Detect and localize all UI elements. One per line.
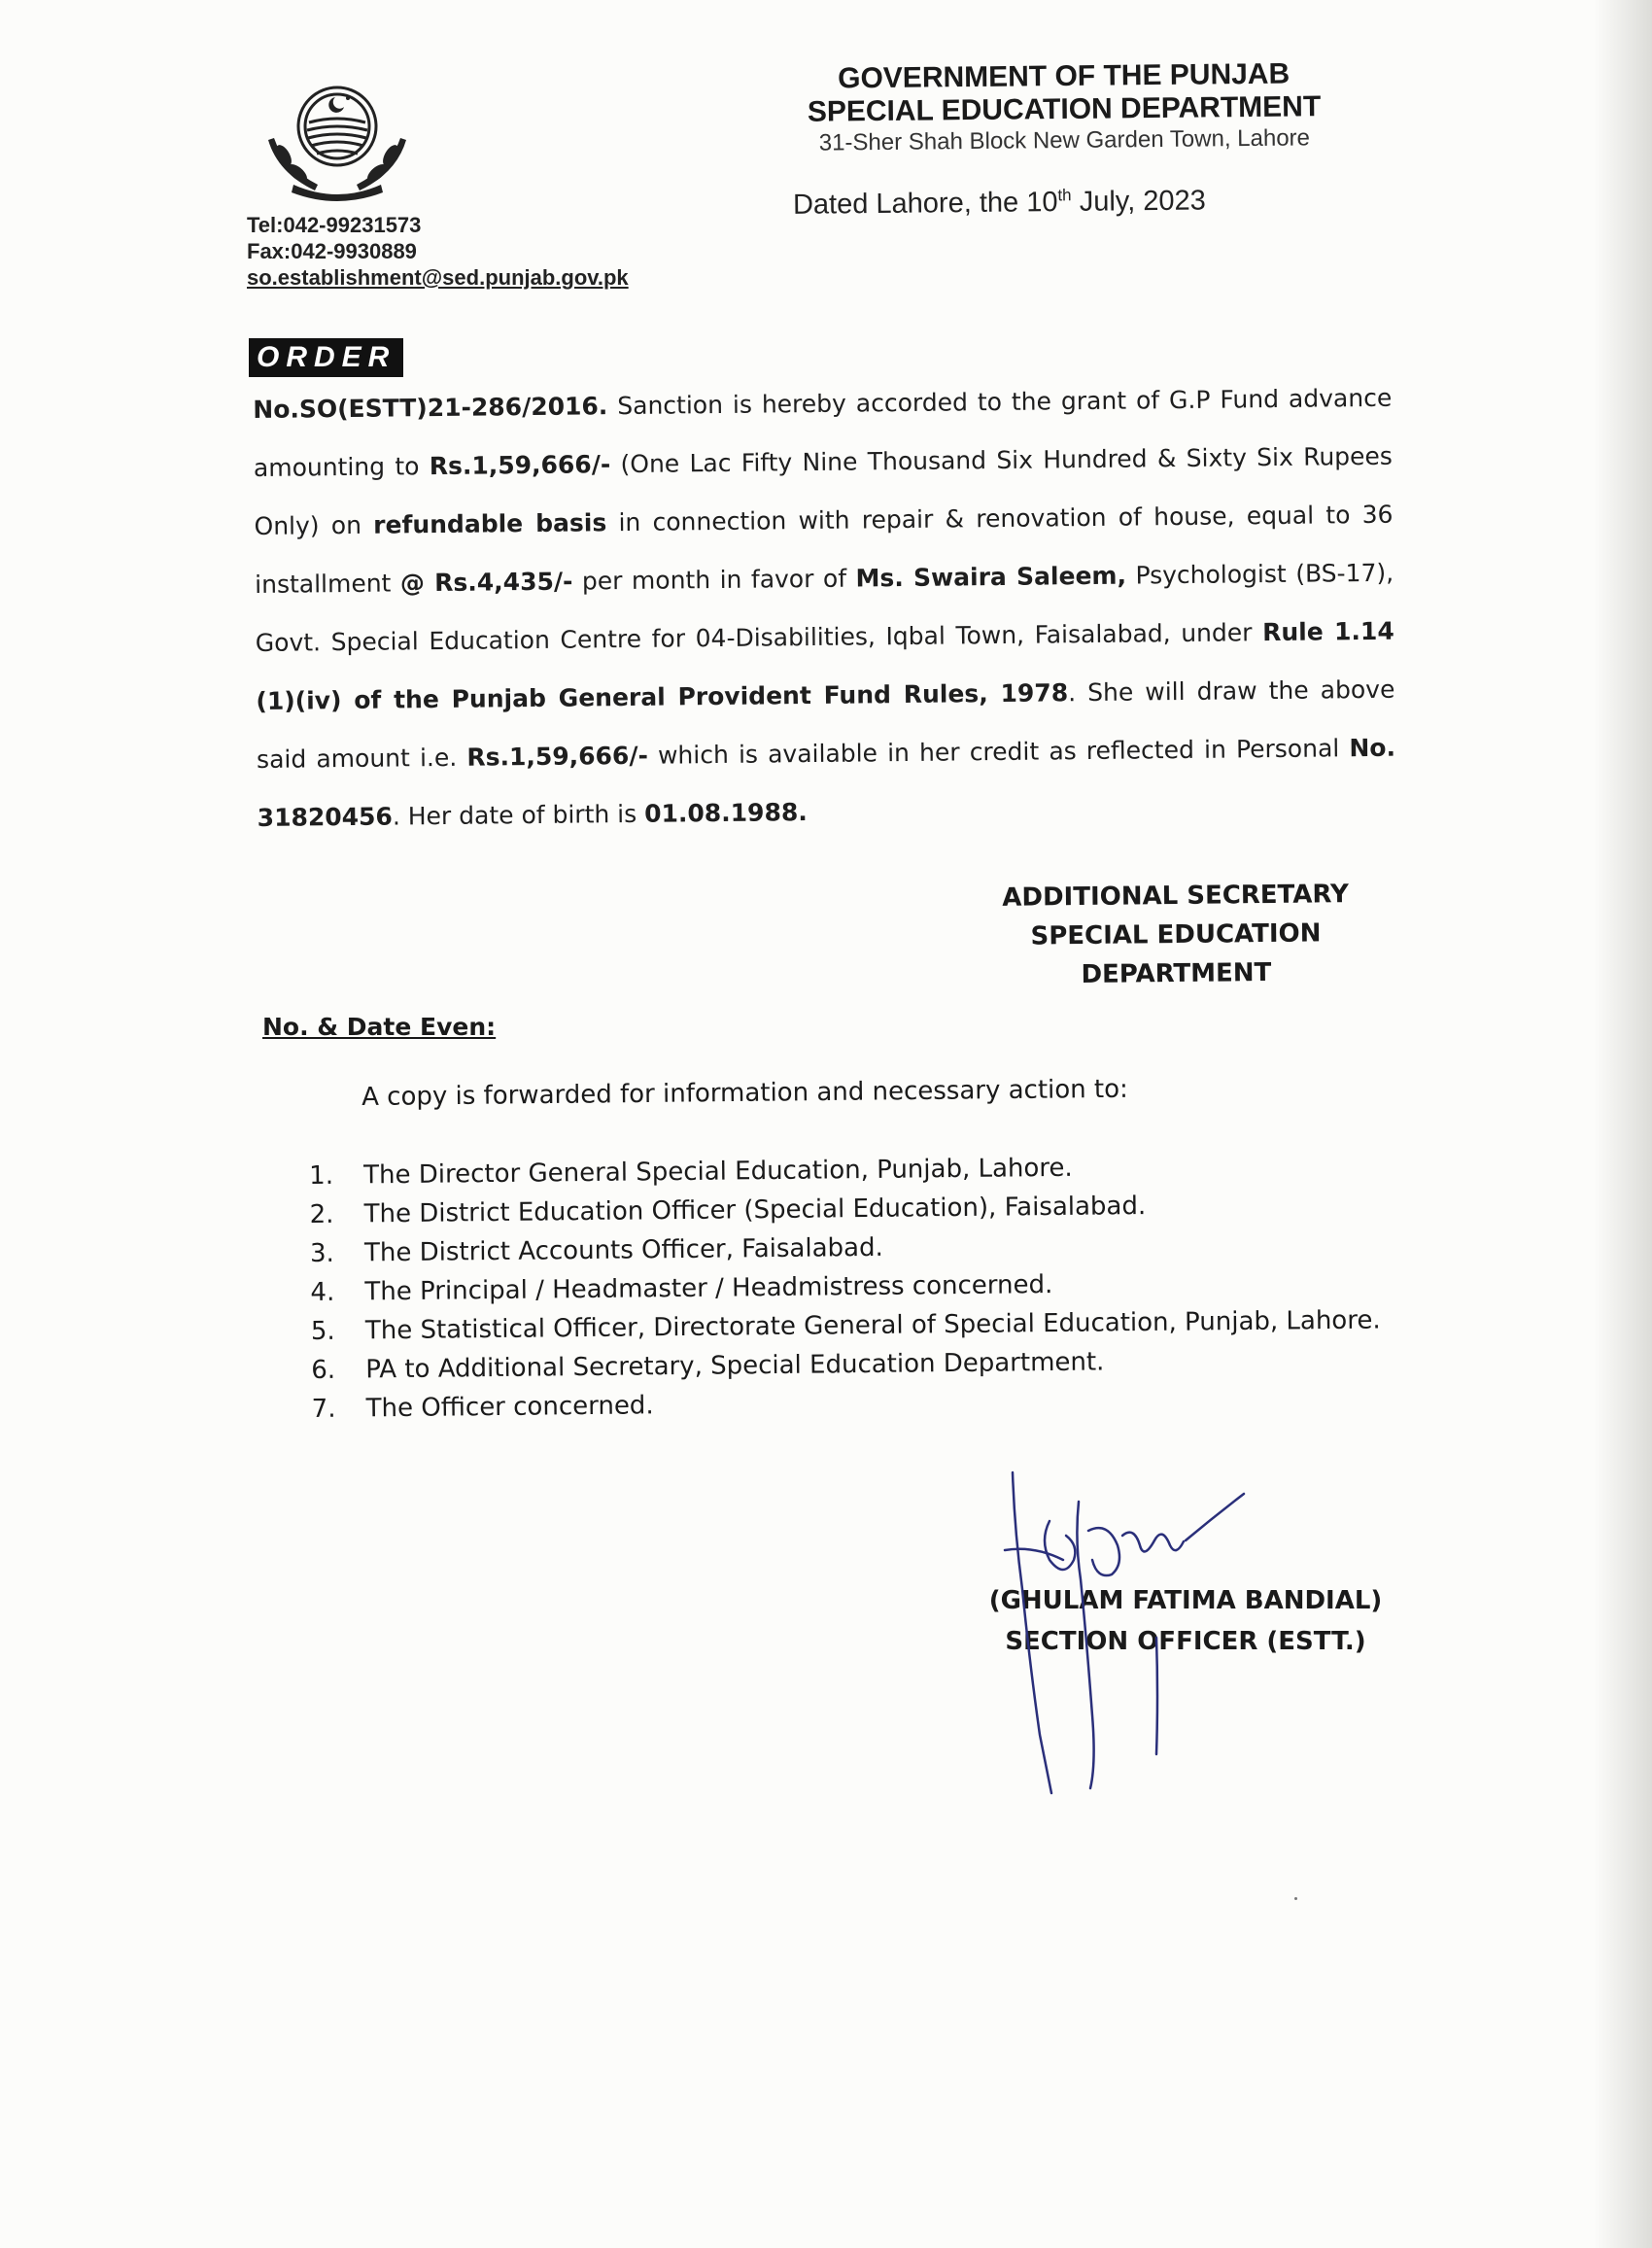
list-number: 1. [309,1160,334,1191]
copy-forwarded-intro: A copy is forwarded for information and necessary action to: [361,1074,1128,1112]
applicable-rule: Rule 1.14 (1)(iv) of the Punjab General Provident Fund Rules, 1978 [256,616,1394,715]
letterhead [748,57,1381,159]
no-date-even-heading: No. & Date Even: [262,1013,497,1041]
list-text: PA to Additional Secretary, Special Education Department. [365,1347,1105,1385]
list-text: The District Accounts Officer, Faisalabad. [363,1232,883,1268]
credit-amount: Rs.1,59,666/- [466,741,649,772]
order-text: in connection with repair & renovation of house, equal to 36 installment [255,500,1394,599]
government-title: GOVERNMENT OF THE PUNJAB [837,57,1291,95]
department-title: SPECIAL EDUCATION DEPARTMENT [807,90,1322,128]
fax-number: Fax:042-9930889 [247,239,417,263]
signoff-line: SPECIAL EDUCATION [1030,918,1322,951]
additional-secretary-signoff [981,875,1370,995]
dated-line [793,185,1206,222]
list-number: 6. [311,1355,336,1385]
signoff-line: ADDITIONAL SECRETARY [1002,880,1350,913]
list-text: The District Education Officer (Special Education), Faisalabad. [363,1191,1147,1229]
officer-name: (GHULAM FATIMA BANDIAL) [988,1586,1383,1615]
list-text: The Principal / Headmaster / Headmistress concerned. [364,1269,1053,1307]
employee-name: Ms. Swaira Saleem, [855,561,1127,593]
order-text: . She will draw the above said amount i.e. [256,674,1395,774]
personal-number: No. 31820456 [257,733,1396,832]
list-number: 2. [309,1199,334,1229]
order-text: (One Lac Fifty Nine Thousand Six Hundred & Sixty Six Rupees Only) on [254,441,1394,540]
email-link[interactable]: so.establishment@sed.punjab.gov.pk [247,265,629,290]
handwritten-signature [991,1463,1263,1813]
dated-superscript: th [1057,186,1072,205]
installment-amount: @ Rs.4,435/- [399,567,573,598]
order-text: which is available in her credit as reflected in Personal [647,734,1350,770]
order-text: Psychologist (BS-17), Govt. Special Education Centre for 04-Disabilities, Iqbal Town, Faisalabad, under [255,558,1394,657]
list-text: The Director General Special Education, Punjab, Lahore. [363,1153,1073,1191]
advance-amount: Rs.1,59,666/- [429,450,611,481]
department-address: 31-Sher Shah Block New Garden Town, Lahore [818,124,1311,156]
officer-title: SECTION OFFICER (ESTT.) [1005,1627,1366,1656]
signoff-line: DEPARTMENT [1081,957,1272,990]
punjab-emblem-logo [255,80,420,206]
date-of-birth: 01.08.1988. [643,798,808,828]
contact-block [247,212,629,291]
order-text: Sanction is hereby accorded to the grant of G.P Fund advance amounting to [253,383,1393,482]
distribution-list [309,1145,1410,1429]
dated-prefix: Dated Lahore, the 10 [792,187,1058,221]
order-badge: ORDER [249,338,403,377]
list-number: 7. [311,1394,336,1424]
order-text: per month in favor of [572,564,856,596]
list-number: 5. [310,1316,335,1346]
list-text: The Statistical Officer, Directorate General of Special Education, Punjab, Lahore. [364,1305,1381,1346]
scan-speck [1294,1897,1297,1900]
list-number: 4. [310,1277,335,1307]
telephone-number: Tel:042-99231573 [247,213,422,237]
page-edge-shadow [1594,0,1652,2248]
list-number: 3. [309,1238,335,1268]
refundable-basis: refundable basis [373,508,607,539]
list-text: The Officer concerned. [365,1391,654,1424]
order-body-paragraph [253,369,1396,847]
dated-suffix: July, 2023 [1071,185,1206,218]
order-text: . Her date of birth is [392,799,645,831]
order-reference-number: No.SO(ESTT)21-286/2016. [253,392,608,424]
